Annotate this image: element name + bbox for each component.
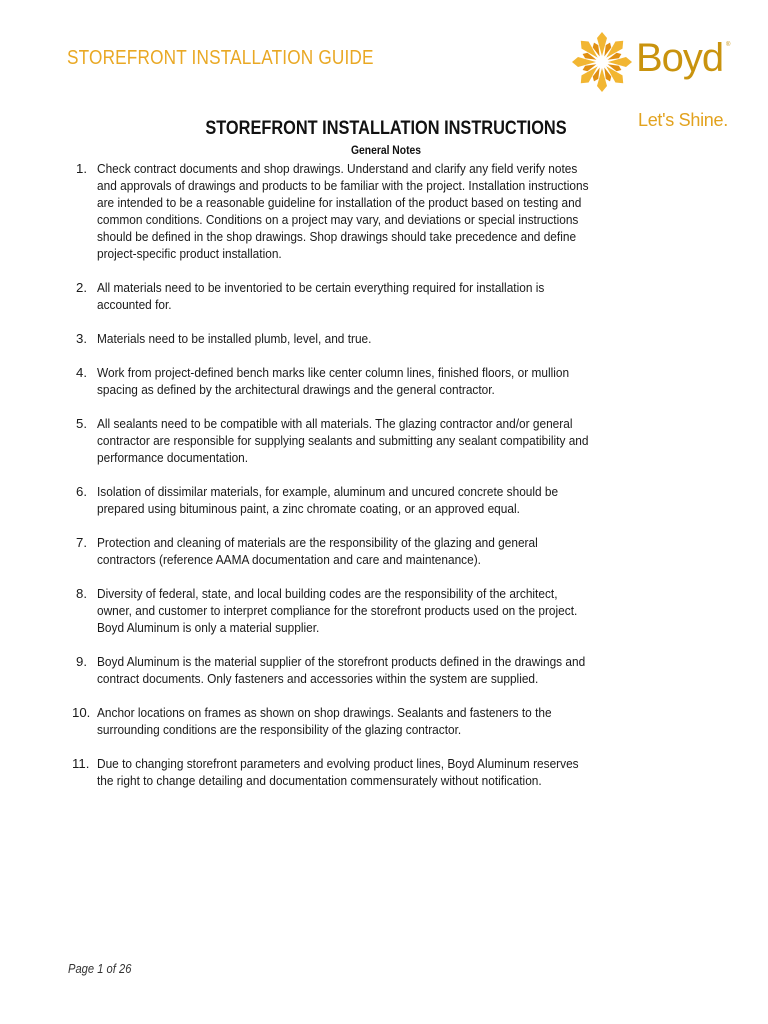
- list-item: [68, 415, 648, 466]
- list-item-number: 4.: [76, 365, 87, 380]
- list-item-number: 1.: [76, 161, 87, 176]
- list-item-number: 9.: [76, 654, 87, 669]
- list-item-text: Check contract documents and shop drawings. Understand and clarify any field verify notes and approvals of drawings and products to be familiar with the project. Installation instructions are intended to be a reasonable guideline for installation of the product based on testing and common conditions. Conditions on a project may vary, and deviations or special instructions should be defined in the shop drawings. Shop drawings should take precedence and define project-specific product installation.: [97, 161, 589, 261]
- list-item: [68, 483, 648, 517]
- list-item-number: 3.: [76, 331, 87, 346]
- logo-wordmark: Boyd: [636, 36, 724, 80]
- brand-logo: [570, 30, 740, 100]
- list-item: [68, 534, 648, 568]
- list-item: [68, 160, 648, 262]
- list-item: [68, 279, 648, 313]
- list-item-text: Anchor locations on frames as shown on shop drawings. Sealants and fasteners to the surrounding conditions are the responsibility of the glazing contractor.: [97, 705, 552, 737]
- list-item-text: Due to changing storefront parameters and evolving product lines, Boyd Aluminum reserves the right to change detailing and documentation commensurately without notification.: [97, 756, 579, 788]
- list-item-text: Isolation of dissimilar materials, for example, aluminum and uncured concrete should be prepared using bituminous paint, a zinc chromate coating, or an approved equal.: [97, 484, 559, 516]
- list-item: [68, 704, 648, 738]
- list-item-text: Work from project-defined bench marks like center column lines, finished floors, or mullion spacing as defined by the architectural drawings and the general contractor.: [97, 365, 570, 397]
- list-item-number: 6.: [76, 484, 87, 499]
- list-item-number: 7.: [76, 535, 87, 550]
- page-number: Page 1 of 26: [68, 961, 132, 976]
- list-item-number: 10.: [72, 705, 91, 720]
- list-item-text: All materials need to be inventoried to be certain everything required for installation is accounted for.: [97, 280, 545, 312]
- list-item-number: 11.: [72, 756, 90, 771]
- general-notes-list: [68, 160, 648, 806]
- header-title: STOREFRONT INSTALLATION GUIDE: [67, 47, 374, 69]
- list-item-text: Materials need to be installed plumb, level, and true.: [97, 331, 372, 346]
- list-item: [68, 755, 648, 789]
- trademark-mark: ®: [726, 42, 731, 48]
- list-item: [68, 585, 648, 636]
- document-subtitle: General Notes: [351, 143, 421, 157]
- list-item-number: 2.: [76, 280, 87, 295]
- list-item-text: Diversity of federal, state, and local building codes are the responsibility of the architect, owner, and customer to interpret compliance for the storefront products used on the project. Boyd Aluminum is only a material supplier.: [97, 586, 578, 635]
- list-item-text: Protection and cleaning of materials are the responsibility of the glazing and general contractors (reference AAMA documentation and care and maintenance).: [97, 535, 538, 567]
- list-item-number: 8.: [76, 586, 87, 601]
- list-item: [68, 364, 648, 398]
- list-item-number: 5.: [76, 416, 87, 431]
- brand-tagline: Let's Shine.: [638, 110, 728, 130]
- list-item: [68, 653, 648, 687]
- sunburst-logo-icon: [570, 30, 634, 94]
- list-item-text: All sealants need to be compatible with all materials. The glazing contractor and/or general contractor are responsible for supplying sealants and submitting any sealant compatibility and performance documentation.: [97, 416, 589, 465]
- list-item-text: Boyd Aluminum is the material supplier of the storefront products defined in the drawings and contract documents. Only fasteners and accessories within the system are supplied.: [97, 654, 586, 686]
- document-title: STOREFRONT INSTALLATION INSTRUCTIONS: [205, 118, 567, 139]
- list-item: [68, 330, 648, 347]
